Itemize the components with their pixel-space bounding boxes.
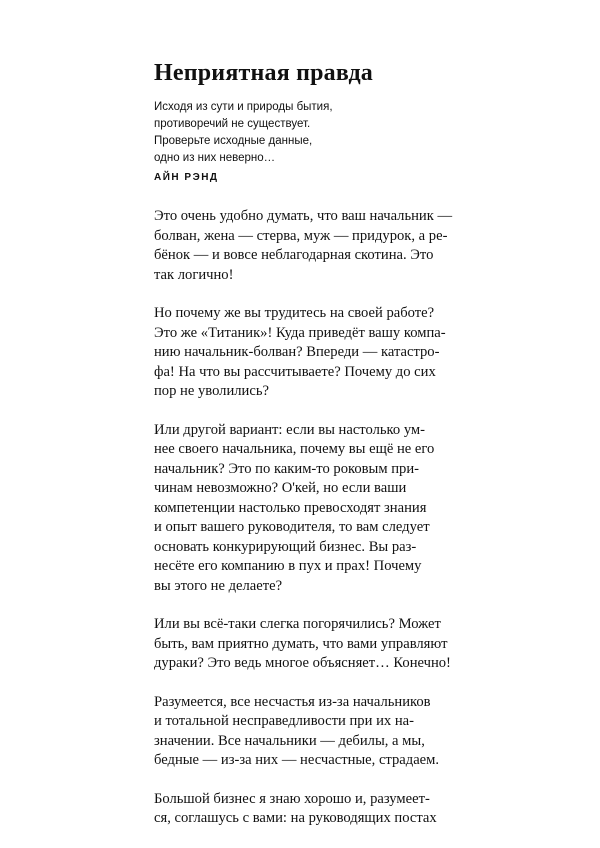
paragraph <box>154 304 494 402</box>
text-line: бёнок — и вовсе неблагодарная скотина. Это <box>154 247 434 263</box>
text-line: значении. Все начальники — дебилы, а мы, <box>154 732 425 749</box>
text-line: пор не уволились? <box>154 383 269 399</box>
text-line: Это же «Титаник»! Куда приведёт вашу компа- <box>154 324 446 341</box>
text-line: бедные — из-за них — несчастные, страдаем. <box>154 752 440 768</box>
epigraph-line: Проверьте исходные данные, <box>154 135 313 147</box>
paragraph <box>154 693 494 771</box>
text-line: Разумеется, все несчастья из-за начальников <box>154 693 431 710</box>
paragraph <box>154 790 494 829</box>
text-line: Или вы всё-таки слегка погорячились? Может <box>154 616 441 632</box>
text-line: чинам невозможно? О'кей, но если ваши <box>154 480 407 496</box>
text-line: ся, соглашусь с вами: на руководящих постах <box>154 810 437 826</box>
text-line: Это очень удобно думать, что ваш начальник — <box>154 208 453 224</box>
text-line: так логично! <box>154 266 234 283</box>
text-line: начальник? Это по каким-то роковым при- <box>154 460 420 477</box>
paragraph <box>154 615 494 674</box>
text-line: фа! На что вы рассчитываете? Почему до сих <box>154 363 436 380</box>
epigraph-author: АЙН РЭНД <box>154 172 219 183</box>
text-line: Большой бизнес я знаю хорошо и, разумеет- <box>154 790 430 807</box>
paragraph <box>154 207 494 285</box>
text-line: несёте его компанию в пух и прах! Почему <box>154 558 422 574</box>
chapter-title: Неприятная правда <box>154 60 373 86</box>
epigraph-line: одно из них неверно… <box>154 152 276 164</box>
text-line: компетенции настолько превосходят знания <box>154 499 427 516</box>
text-line: нее своего начальника, почему вы ещё не его <box>154 441 435 457</box>
body-text <box>154 207 494 848</box>
epigraph <box>154 99 434 186</box>
paragraph <box>154 421 494 597</box>
text-line: дураки? Это ведь многое объясняет… Конечно! <box>154 655 451 671</box>
text-line: и тотальной несправедливости при их на- <box>154 713 414 729</box>
epigraph-line: Исходя из сути и природы бытия, <box>154 101 333 113</box>
text-line: основать конкурирующий бизнес. Вы раз- <box>154 538 417 555</box>
text-line: нию начальник-болван? Впереди — катастро- <box>154 344 440 360</box>
text-line: вы этого не делаете? <box>154 577 283 594</box>
text-line: быть, вам приятно думать, что вами управляют <box>154 635 448 652</box>
text-line: Но почему же вы трудитесь на своей работе? <box>154 305 435 321</box>
text-line: болван, жена — стерва, муж — придурок, а ре- <box>154 227 448 244</box>
text-line: и опыт вашего руководителя, то вам следует <box>154 519 430 535</box>
epigraph-line: противоречий не существует. <box>154 118 311 130</box>
text-line: Или другой вариант: если вы настолько ум- <box>154 421 426 438</box>
